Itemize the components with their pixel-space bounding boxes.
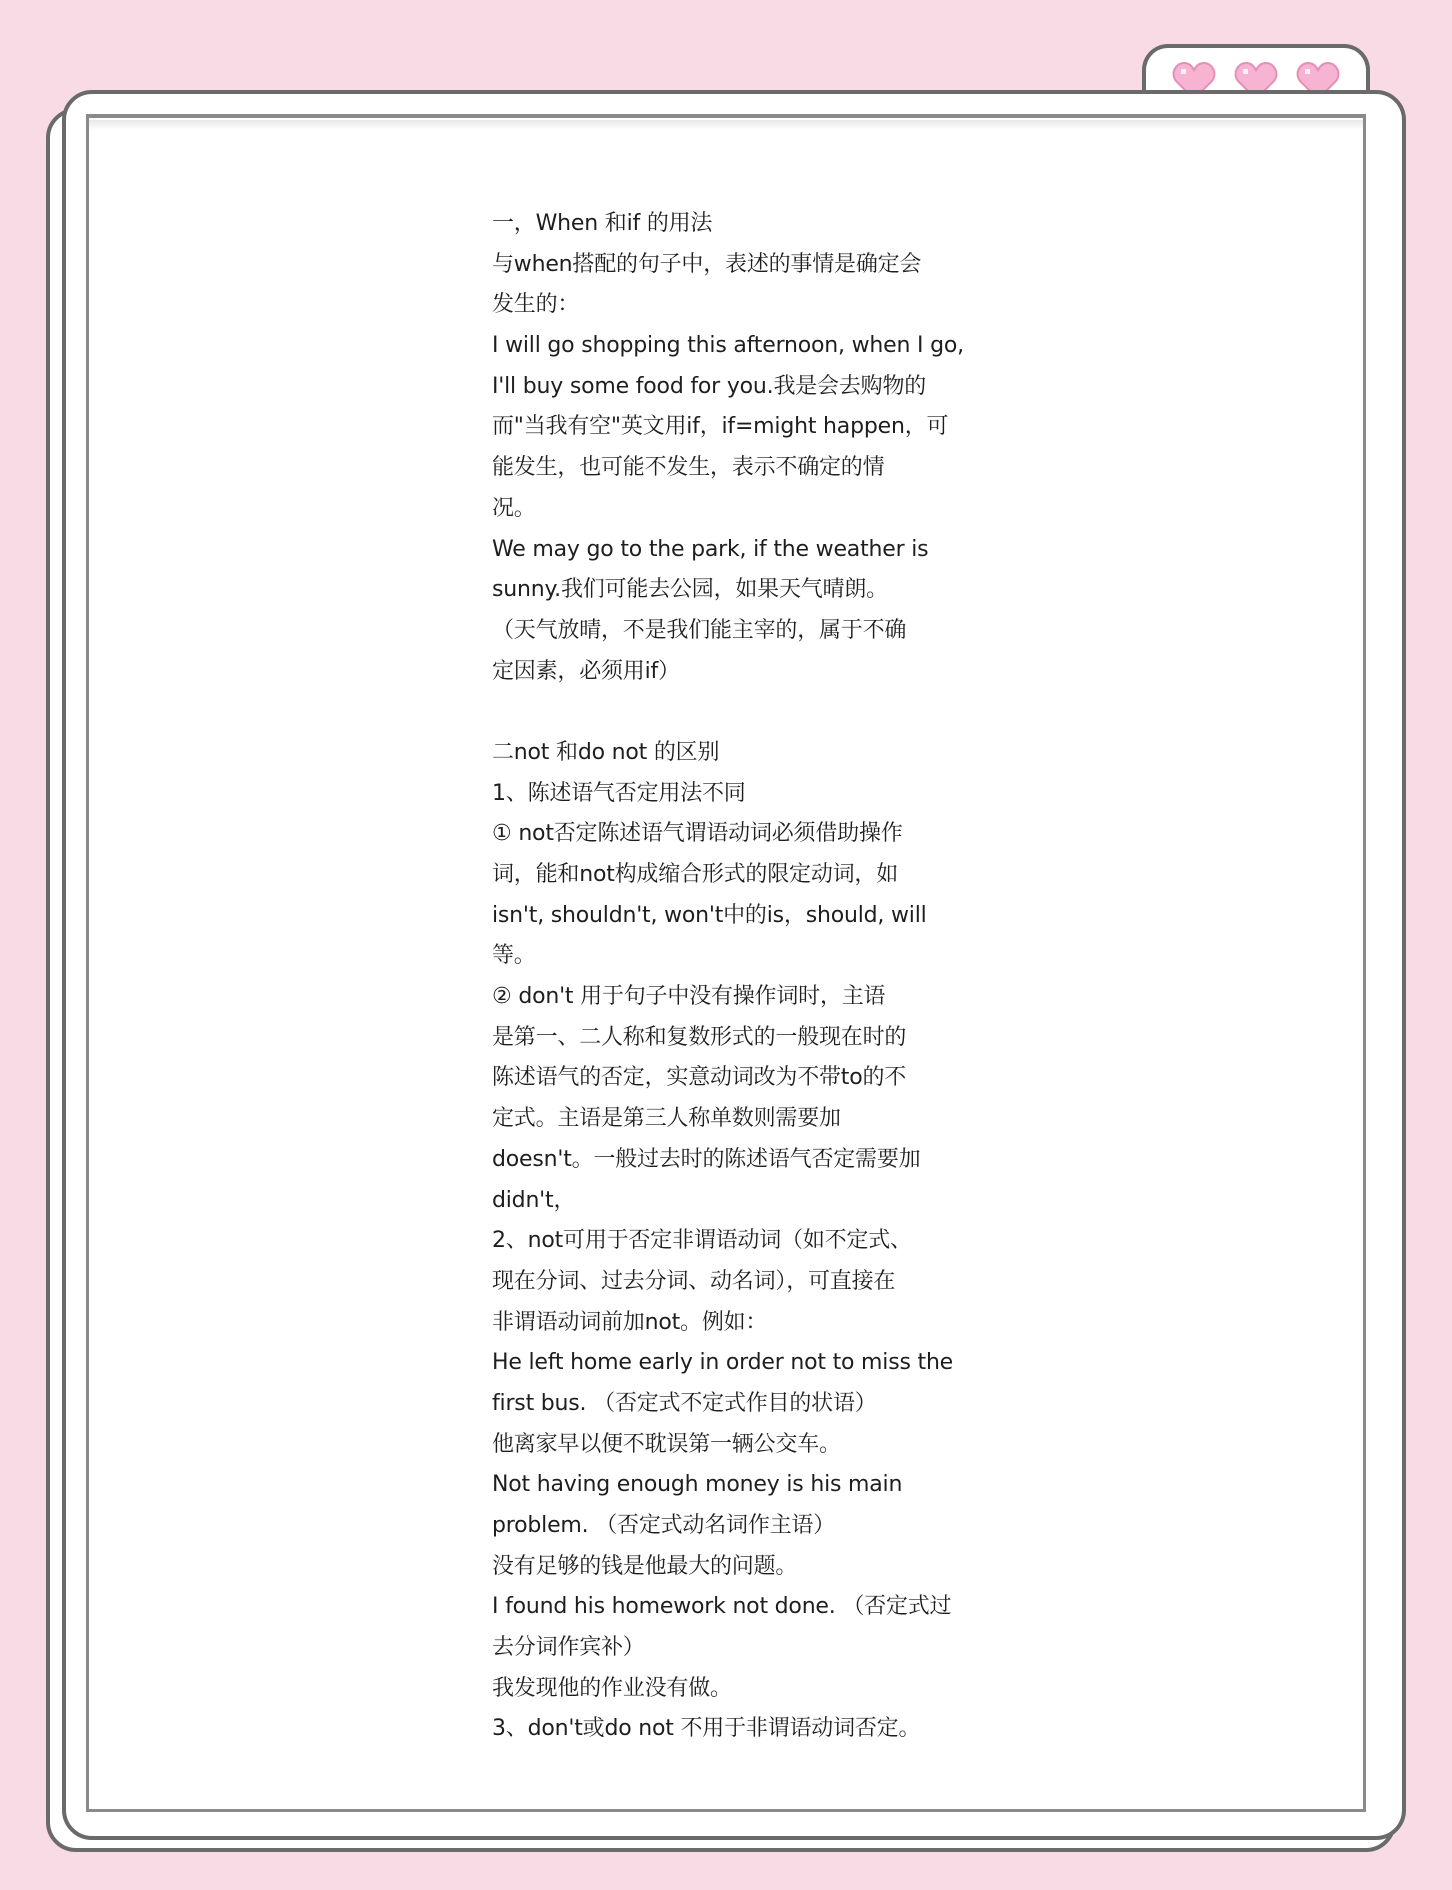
text-line: 定式。主语是第三人称单数则需要加 (492, 1106, 841, 1132)
text-line: 1、陈述语气否定用法不同 (492, 780, 746, 806)
text-line: 3、don't或do not 不用于非谓语动词否定。 (492, 1716, 921, 1742)
text-line: Not having enough money is his main (492, 1472, 903, 1498)
text-line: 他离家早以便不耽误第一辆公交车。 (492, 1431, 841, 1457)
text-line: 定因素，必须用if） (492, 658, 680, 684)
text-line: （天气放晴，不是我们能主宰的，属于不确 (492, 617, 907, 643)
text-line: 非谓语动词前加not。例如： (492, 1309, 768, 1335)
text-line: 况。 (492, 495, 536, 521)
text-line: 是第一、二人称和复数形式的一般现在时的 (492, 1024, 907, 1050)
text-line: ① not否定陈述语气谓语动词必须借助操作 (492, 821, 903, 847)
text-line: 没有足够的钱是他最大的问题。 (492, 1553, 798, 1579)
text-line: didn't， (492, 1187, 576, 1213)
text-line: 发生的： (492, 292, 580, 318)
text-line: I'll buy some food for you.我是会去购物的 (492, 373, 927, 399)
text-line: We may go to the park, if the weather is (492, 536, 929, 562)
text-line: 能发生，也可能不发生，表示不确定的情 (492, 455, 885, 481)
text-line: 去分词作宾补） (492, 1635, 645, 1661)
text-line: isn't, shouldn't, won't中的is，should, will (492, 902, 927, 928)
text-line: 等。 (492, 943, 536, 969)
text-line: 与when搭配的句子中，表述的事情是确定会 (492, 251, 922, 277)
text-line: I will go shopping this afternoon, when I go, (492, 333, 964, 359)
text-line: I found his homework not done. （否定式过 (492, 1594, 952, 1620)
text-line: He left home early in order not to miss the (492, 1350, 954, 1376)
text-line: doesn't。一般过去时的陈述语气否定需要加 (492, 1146, 921, 1172)
text-line: problem. （否定式动名词作主语） (492, 1513, 836, 1538)
text-line: 二not 和do not 的区别 (492, 739, 720, 765)
text-line: 词，能和not构成缩合形式的限定动词，如 (492, 862, 899, 887)
text-line: 我发现他的作业没有做。 (492, 1675, 732, 1701)
page-top-shade (89, 120, 1363, 130)
text-line: 陈述语气的否定，实意动词改为不带to的不 (492, 1065, 907, 1091)
text-line: 2、not可用于否定非谓语动词（如不定式、 (492, 1228, 912, 1254)
text-line: first bus. （否定式不定式作目的状语） (492, 1390, 877, 1416)
blank-line (492, 692, 978, 733)
note-body (492, 204, 978, 1750)
text-line: 而"当我有空"英文用if，if=might happen，可 (492, 414, 949, 440)
text-line: ② don't 用于句子中没有操作词时，主语 (492, 984, 886, 1010)
text-line: sunny.我们可能去公园，如果天气晴朗。 (492, 577, 888, 603)
text-line: 现在分词、过去分词、动名词），可直接在 (492, 1268, 896, 1294)
text-line: 一，When 和if 的用法 (492, 211, 713, 236)
